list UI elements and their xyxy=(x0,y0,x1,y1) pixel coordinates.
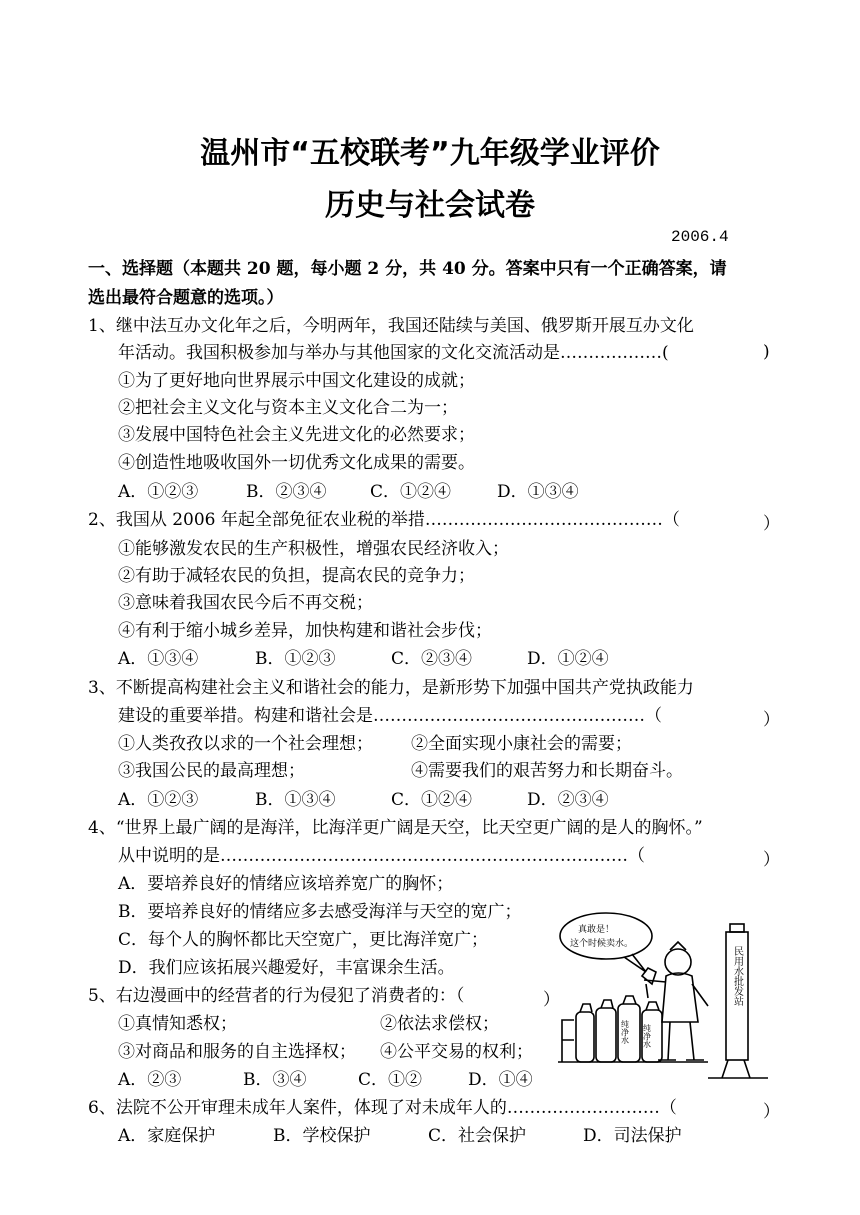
q5-answer-paren: ） xyxy=(543,990,560,1010)
q3-stem-line2: 建设的重要举措。构建和谐社会是…………………………………………（ xyxy=(118,706,662,726)
q5-item: ①真情知悉权； xyxy=(118,1014,237,1034)
q2-stem-line1: 2、我国从 2006 年起全部免征农业税的举措……………………………………（ xyxy=(88,510,680,530)
speech-bubble xyxy=(560,913,652,959)
q4-answer-paren: ） xyxy=(763,850,780,870)
q1-item: ①为了更好地向世界展示中国文化建设的成就； xyxy=(118,371,475,391)
q4-option-a: A．要培养良好的情绪应该培养宽广的胸怀； xyxy=(118,874,454,894)
q5-stem-line1: 5、右边漫画中的经营者的行为侵犯了消费者的：（ xyxy=(88,986,465,1006)
q5-item: ③对商品和服务的自主选择权； xyxy=(118,1042,356,1062)
q5-option-c: C．①② xyxy=(358,1070,423,1090)
q2-option-d: D．①②④ xyxy=(527,649,609,669)
q4-option-c: C．每个人的胸怀都比天空宽广，更比海洋宽广； xyxy=(118,930,489,950)
q6-option-d: D．司法保护 xyxy=(583,1126,682,1146)
q1-stem-line1: 1、继中法互办文化年之后，今明两年，我国还陆续与美国、俄罗斯开展互办文化 xyxy=(88,316,694,336)
q6-option-b: B．学校保护 xyxy=(273,1126,371,1146)
bottle-label: 纯净水 xyxy=(642,1024,652,1048)
q3-option-b: B．①③④ xyxy=(255,790,336,810)
q3-option-c: C．①②④ xyxy=(391,790,473,810)
q1-item: ②把社会主义文化与资本主义文化合二为一； xyxy=(118,398,458,418)
q3-item: ①人类孜孜以求的一个社会理想； xyxy=(118,734,373,754)
section-heading-line1: 一、选择题（本题共 20 题，每小题 2 分，共 40 分。答案中只有一个正确答案，请 xyxy=(88,259,727,279)
q2-item: ③意味着我国农民今后不再交税； xyxy=(118,593,373,613)
q5-option-b: B．③④ xyxy=(243,1070,307,1090)
water-bottle xyxy=(576,1012,594,1062)
q2-option-b: B．①②③ xyxy=(255,649,336,669)
q6-option-c: C．社会保护 xyxy=(428,1126,527,1146)
seller-body xyxy=(662,973,698,1022)
q4-option-d: D．我们应该拓展兴趣爱好，丰富课余生活。 xyxy=(118,958,455,978)
exam-title-line2: 历史与社会试卷 xyxy=(325,188,535,223)
q1-option-a: A．①②③ xyxy=(118,482,199,502)
q1-item: ③发展中国特色社会主义先进文化的必然要求； xyxy=(118,425,475,445)
section-heading-line2: 选出最符合题意的选项。） xyxy=(88,288,284,308)
bubble-text-line1: 真敢是！ xyxy=(578,925,615,935)
q4-stem-line2: 从中说明的是………………………………………………………………（ xyxy=(118,846,645,866)
q3-option-a: A．①②③ xyxy=(118,790,199,810)
q1-stem-line2: 年活动。我国积极参加与举办与其他国家的文化交流活动是………………( xyxy=(118,343,669,363)
q1-option-d: D．①③④ xyxy=(497,482,579,502)
q6-answer-paren: ） xyxy=(763,1102,780,1122)
q1-item: ④创造性地吸收国外一切优秀文化成果的需要。 xyxy=(118,453,475,473)
q2-item: ①能够激发农民的生产积极性，增强农民经济收入； xyxy=(118,539,509,559)
q5-item: ②依法求偿权； xyxy=(380,1014,499,1034)
q5-option-d: D．①④ xyxy=(468,1070,533,1090)
q3-answer-paren: ） xyxy=(763,710,780,730)
q2-option-a: A．①③④ xyxy=(118,649,199,669)
q2-answer-paren: ） xyxy=(763,514,780,534)
q3-option-d: D．②③④ xyxy=(527,790,609,810)
seller-head xyxy=(665,949,691,975)
water-seller-cartoon xyxy=(558,910,780,1088)
q5-item: ④公平交易的权利； xyxy=(380,1042,533,1062)
sign-text: 民用水批发站 xyxy=(731,946,743,1006)
q1-option-c: C．①②④ xyxy=(370,482,452,502)
q3-item: ②全面实现小康社会的需要； xyxy=(411,734,632,754)
q1-option-b: B．②③④ xyxy=(246,482,327,502)
q6-option-a: A．家庭保护 xyxy=(118,1126,216,1146)
q4-stem-line1: 4、“世界上最广阔的是海洋，比海洋更广阔是天空，比天空更广阔的是人的胸怀。” xyxy=(88,818,703,838)
exam-title-line1: 温州市“五校联考”九年级学业评价 xyxy=(200,136,660,171)
q3-item: ④需要我们的艰苦努力和长期奋斗。 xyxy=(411,761,683,781)
q3-item: ③我国公民的最高理想； xyxy=(118,761,305,781)
q3-stem-line1: 3、不断提高构建社会主义和谐社会的能力，是新形势下加强中国共产党执政能力 xyxy=(88,678,694,698)
q2-item: ②有助于减轻农民的负担，提高农民的竞争力； xyxy=(118,566,475,586)
bubble-text-line2: 这个时候卖水。 xyxy=(570,939,634,949)
exam-date: 2006.4 xyxy=(671,228,729,246)
q5-option-a: A．②③ xyxy=(118,1070,182,1090)
water-bottle xyxy=(596,1008,616,1062)
bottle-label: 纯净水 xyxy=(620,1020,630,1044)
q4-option-b: B．要培养良好的情绪应多去感受海洋与天空的宽广； xyxy=(118,902,522,922)
q6-stem-line1: 6、法院不公开审理未成年人案件，体现了对未成年人的………………………（ xyxy=(88,1098,677,1118)
q1-answer-paren: ) xyxy=(763,342,770,362)
q2-item: ④有利于缩小城乡差异，加快构建和谐社会步伐； xyxy=(118,621,492,641)
q2-option-c: C．②③④ xyxy=(391,649,473,669)
